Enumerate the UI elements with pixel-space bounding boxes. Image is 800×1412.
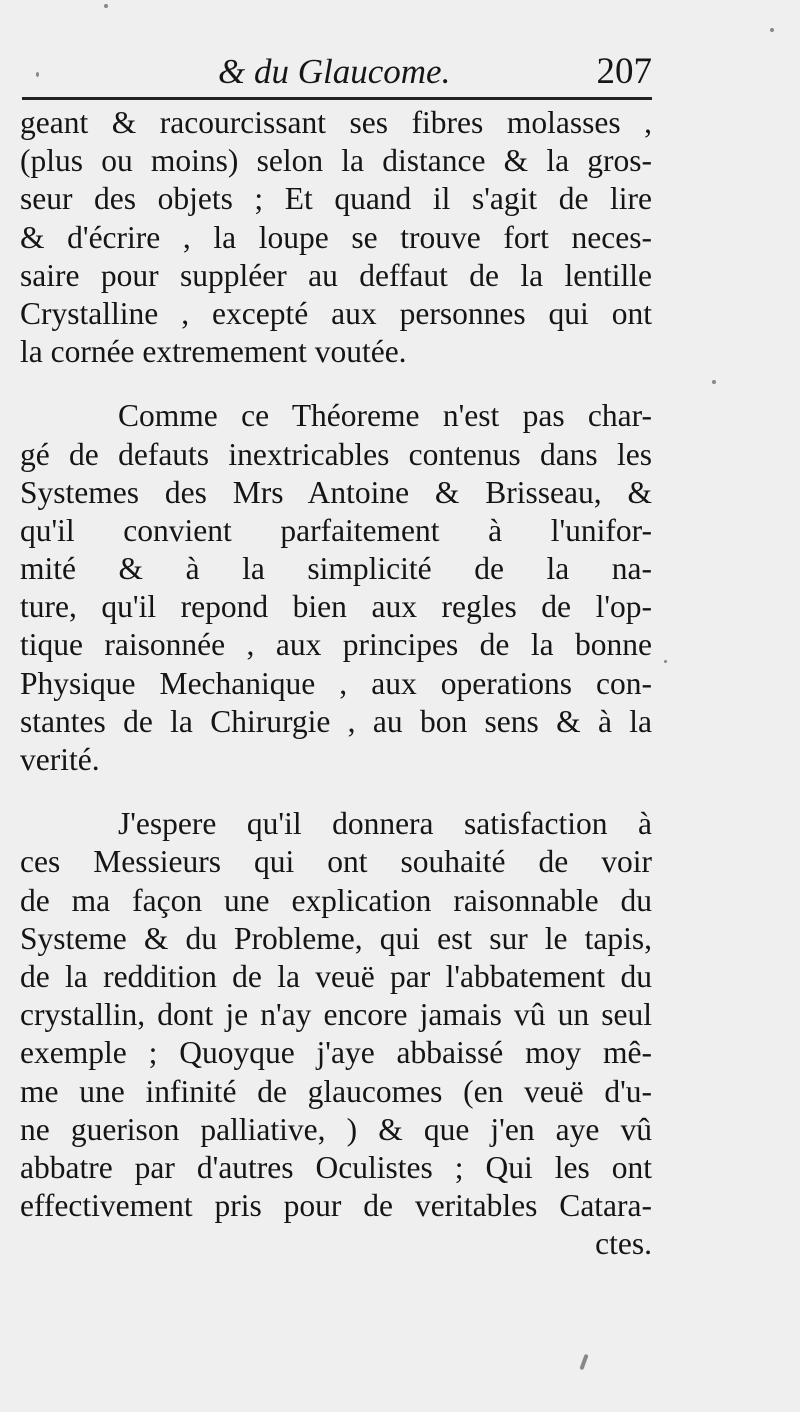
- ink-speck: [104, 4, 108, 8]
- text-line: ne guerison palliative, ) & que j'en aye vû: [20, 1111, 652, 1147]
- text-line: gé de defauts inextricables contenus dans les: [20, 436, 652, 472]
- header-rule: [22, 97, 652, 100]
- paragraph-2: [20, 397, 652, 779]
- text-line: mité & à la simplicité de la na-: [20, 551, 652, 587]
- text-line: geant & racourcissant ses fibres molasses ,: [20, 105, 652, 140]
- page-body: [20, 104, 652, 1263]
- text-line: stantes de la Chirurgie , au bon sens & à la: [20, 703, 652, 739]
- text-line: de la reddition de la veuë par l'abbatement du: [20, 958, 652, 994]
- ink-speck: [36, 72, 39, 77]
- text-line: saire pour suppléer au deffaut de la lentille: [20, 257, 652, 293]
- text-line: de ma façon une explication raisonnable du: [20, 882, 652, 918]
- ink-speck: [712, 380, 716, 384]
- paragraph-1: [20, 104, 652, 371]
- text-line: me une infinité de glaucomes (en veuë d'u-: [20, 1073, 652, 1109]
- text-line: ces Messieurs qui ont souhaité de voir: [20, 844, 652, 880]
- text-line: seur des objets ; Et quand il s'agit de lire: [20, 181, 652, 217]
- text-line: Crystalline , excepté aux personnes qui ont: [20, 295, 652, 331]
- text-line: ture, qu'il repond bien aux regles de l'op-: [20, 589, 652, 625]
- catchword: ctes.: [595, 1226, 652, 1262]
- text-line: Physique Mechanique , aux operations con-: [20, 665, 652, 701]
- text-line: & d'écrire , la loupe se trouve fort neces-: [20, 219, 652, 255]
- text-line: verité.: [20, 742, 100, 777]
- text-line: Systeme & du Probleme, qui est sur le tapis,: [20, 920, 652, 956]
- text-line: (plus ou moins) selon la distance & la gros-: [20, 143, 652, 179]
- text-line: tique raisonnée , aux principes de la bonne: [20, 627, 652, 663]
- ink-speck: [664, 660, 667, 663]
- running-title: & du Glaucome.: [218, 52, 451, 91]
- text-line: qu'il convient parfaitement à l'unifor-: [20, 512, 652, 548]
- text-line: Systemes des Mrs Antoine & Brisseau, &: [20, 474, 652, 510]
- text-line: effectivement pris pour de veritables Catara-: [20, 1188, 652, 1224]
- paragraph-gap: [20, 371, 652, 397]
- text-line: exemple ; Quoyque j'aye abbaissé moy mê-: [20, 1035, 652, 1071]
- ink-speck: [770, 28, 774, 32]
- page-header: [20, 52, 652, 92]
- text-line: abbatre par d'autres Oculistes ; Qui les ont: [20, 1149, 652, 1185]
- text-line: Comme ce Théoreme n'est pas char-: [118, 398, 652, 434]
- paragraph-gap: [20, 779, 652, 805]
- page-number: 207: [596, 51, 652, 92]
- ink-speck: [579, 1354, 588, 1370]
- text-line: crystallin, dont je n'ay encore jamais vû un seul: [20, 997, 652, 1033]
- text-line: J'espere qu'il donnera satisfaction à: [118, 806, 652, 842]
- paragraph-3: [20, 805, 652, 1225]
- text-line: la cornée extremement voutée.: [20, 334, 407, 370]
